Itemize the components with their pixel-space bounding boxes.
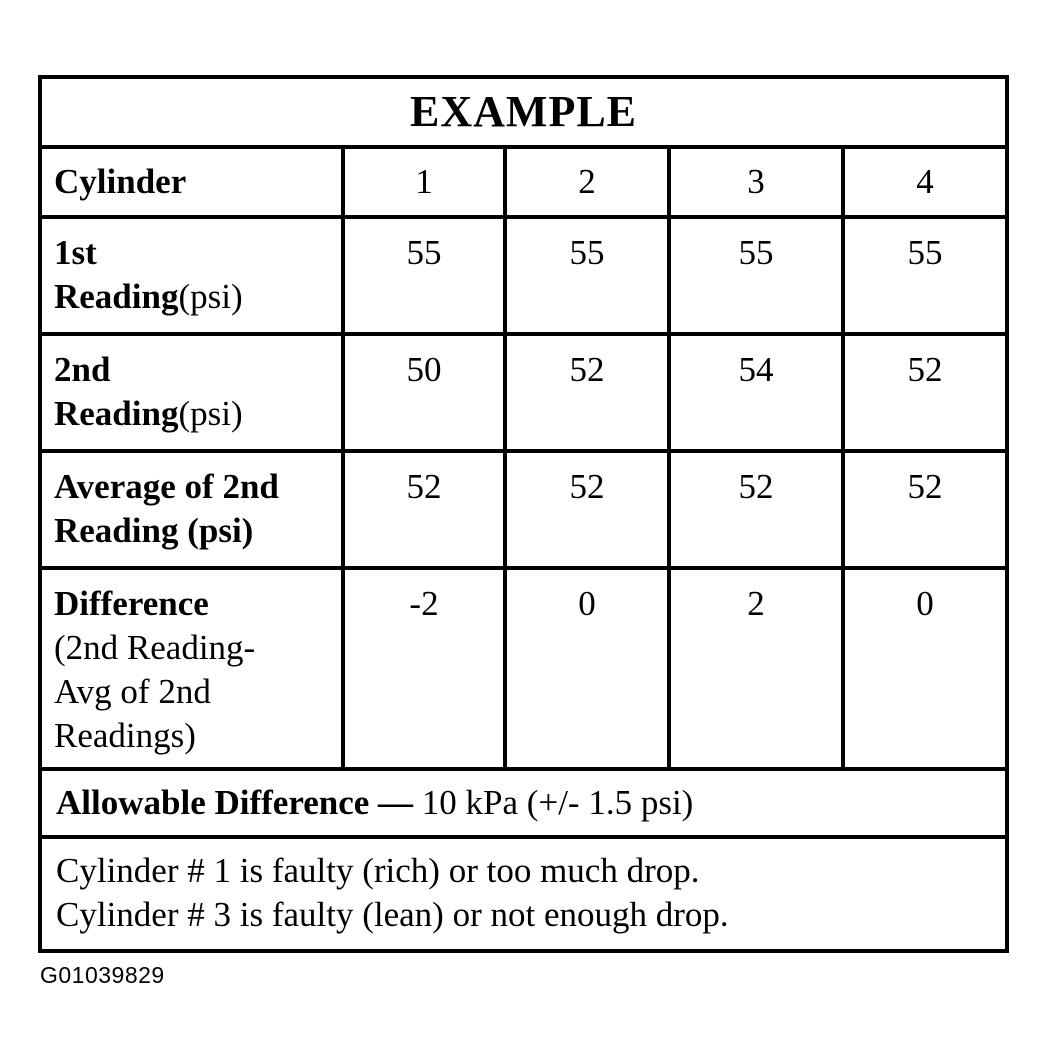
average-reading-label-line1: Average of 2nd (54, 467, 279, 506)
first-reading-row (40, 217, 1007, 334)
allowable-difference-value: 10 kPa (+/- 1.5 psi) (413, 783, 694, 822)
first-reading-unit: (psi) (178, 277, 243, 316)
average-reading-value-2: 52 (505, 451, 669, 568)
first-reading-label (40, 217, 343, 334)
difference-label (40, 568, 343, 769)
cylinder-header-row (40, 147, 1007, 217)
title-row (40, 77, 1007, 147)
second-reading-label (40, 334, 343, 451)
cylinder-number-2: 2 (505, 147, 669, 217)
first-reading-value-1: 55 (343, 217, 505, 334)
figure-code: G01039829 (40, 962, 165, 988)
second-reading-value-2: 52 (505, 334, 669, 451)
allowable-difference-row (40, 769, 1007, 837)
average-reading-label (40, 451, 343, 568)
first-reading-value-3: 55 (669, 217, 843, 334)
difference-row (40, 568, 1007, 769)
conclusion-line-2: Cylinder # 3 is faulty (lean) or not enough drop. (56, 895, 729, 934)
cylinder-number-4: 4 (843, 147, 1007, 217)
average-reading-value-4: 52 (843, 451, 1007, 568)
conclusion-line-1: Cylinder # 1 is faulty (rich) or too much drop. (56, 851, 700, 890)
cylinder-number-3: 3 (669, 147, 843, 217)
average-reading-row (40, 451, 1007, 568)
allowable-difference-note (40, 769, 1007, 837)
first-reading-label-line2: Reading (54, 277, 179, 316)
cylinder-header-label: Cylinder (40, 147, 343, 217)
first-reading-label-line1: 1st (54, 233, 97, 272)
cylinder-number-1: 1 (343, 147, 505, 217)
second-reading-label-line2: Reading (54, 394, 179, 433)
average-reading-value-1: 52 (343, 451, 505, 568)
first-reading-value-4: 55 (843, 217, 1007, 334)
table-title: EXAMPLE (40, 77, 1007, 147)
second-reading-value-3: 54 (669, 334, 843, 451)
difference-value-1: -2 (343, 568, 505, 769)
example-table (38, 75, 1009, 953)
difference-value-2: 0 (505, 568, 669, 769)
difference-label-line3: Readings) (54, 716, 196, 755)
second-reading-label-line1: 2nd (54, 350, 111, 389)
allowable-difference-label: Allowable Difference — (56, 783, 414, 822)
first-reading-value-2: 55 (505, 217, 669, 334)
difference-value-3: 2 (669, 568, 843, 769)
average-reading-value-3: 52 (669, 451, 843, 568)
average-reading-label-line2: Reading (psi) (54, 511, 254, 550)
difference-value-4: 0 (843, 568, 1007, 769)
second-reading-value-1: 50 (343, 334, 505, 451)
difference-label-line2: Avg of 2nd (54, 672, 211, 711)
conclusion-row (40, 837, 1007, 951)
second-reading-value-4: 52 (843, 334, 1007, 451)
difference-label-title: Difference (54, 584, 209, 623)
conclusion-cell (40, 837, 1007, 951)
second-reading-unit: (psi) (178, 394, 243, 433)
difference-label-line1: (2nd Reading- (54, 628, 256, 667)
second-reading-row (40, 334, 1007, 451)
